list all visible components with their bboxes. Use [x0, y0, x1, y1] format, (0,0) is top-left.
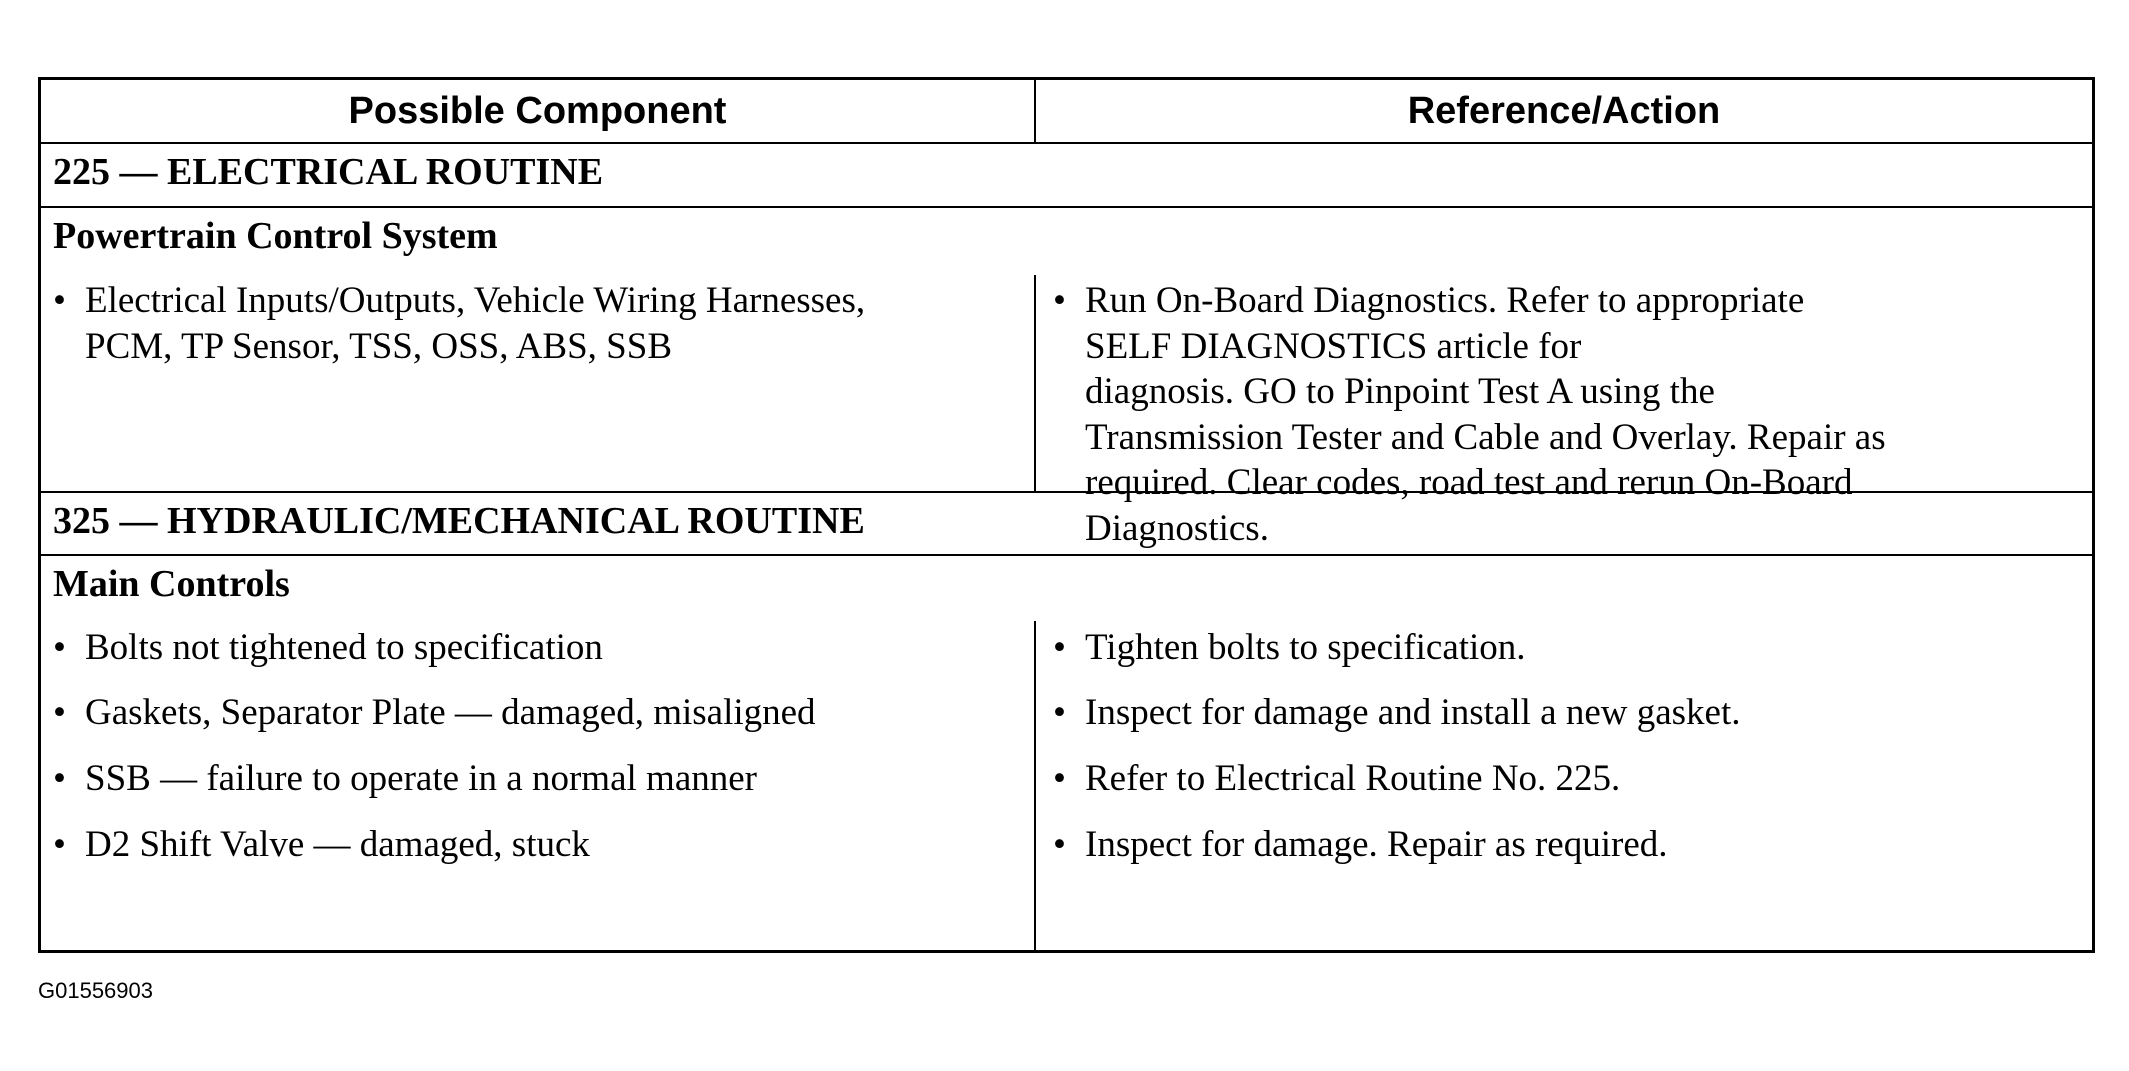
action-text: Refer to Electrical Routine No. 225.	[1085, 758, 1621, 799]
bullet-icon: •	[53, 627, 66, 668]
bullet-icon: •	[53, 280, 66, 321]
list-item	[1053, 625, 2083, 671]
action-line: SELF DIAGNOSTICS article for	[1085, 325, 1582, 367]
action-text: Tighten bolts to specification.	[1085, 627, 1526, 668]
list-item	[1053, 690, 2083, 736]
section-divider	[41, 206, 2092, 208]
action-cell	[1053, 756, 2083, 802]
component-cell	[53, 278, 1023, 369]
action-line: required. Clear codes, road test and rerun On-Board	[1085, 462, 1853, 503]
action-cell	[1053, 690, 2083, 736]
component-text: Bolts not tightened to specification	[85, 627, 603, 668]
group-title-powertrain: Powertrain Control System	[53, 215, 498, 257]
diagnosis-table	[38, 77, 2095, 953]
section-title-hydraulic: 325 — HYDRAULIC/MECHANICAL ROUTINE	[53, 500, 865, 542]
list-item	[1053, 278, 2083, 551]
bullet-icon: •	[53, 824, 66, 865]
column-header-component: Possible Component	[348, 89, 727, 132]
component-text: Gaskets, Separator Plate — damaged, misaligned	[85, 692, 816, 733]
bullet-icon: •	[1053, 692, 1066, 733]
action-line: Run On-Board Diagnostics. Refer to appropriate	[1085, 280, 1805, 321]
column-divider	[1034, 621, 1036, 953]
list-item	[1053, 822, 2083, 868]
list-item	[53, 278, 1023, 369]
action-cell	[1053, 278, 2083, 551]
component-text: D2 Shift Valve — damaged, stuck	[85, 824, 590, 865]
header-column-divider	[1034, 80, 1036, 142]
action-text: Inspect for damage and install a new gasket.	[1085, 692, 1741, 733]
action-line: Diagnostics.	[1085, 507, 1269, 549]
component-line: PCM, TP Sensor, TSS, OSS, ABS, SSB	[85, 325, 673, 367]
bullet-icon: •	[53, 758, 66, 799]
bullet-icon: •	[1053, 627, 1066, 668]
action-cell	[1053, 625, 2083, 671]
action-line: diagnosis. GO to Pinpoint Test A using the	[1085, 371, 1715, 412]
component-cell	[53, 625, 1023, 671]
bullet-icon: •	[1053, 824, 1066, 865]
bullet-icon: •	[53, 692, 66, 733]
list-item	[53, 822, 1023, 868]
component-text: SSB — failure to operate in a normal manner	[85, 758, 757, 799]
action-line: Transmission Tester and Cable and Overlay. Repair as	[1085, 416, 1886, 458]
section-divider	[41, 491, 2092, 493]
list-item	[53, 756, 1023, 802]
header-divider	[41, 142, 2092, 144]
list-item	[53, 690, 1023, 736]
bullet-icon: •	[1053, 758, 1066, 799]
column-header-action: Reference/Action	[1407, 89, 1721, 132]
action-cell	[1053, 822, 2083, 868]
action-text: Inspect for damage. Repair as required.	[1085, 824, 1668, 865]
component-line: Electrical Inputs/Outputs, Vehicle Wiring Harnesses,	[85, 280, 866, 321]
section-title-electrical: 225 — ELECTRICAL ROUTINE	[53, 151, 604, 193]
component-cell	[53, 690, 1023, 736]
list-item	[1053, 756, 2083, 802]
column-divider	[1034, 275, 1036, 491]
section-divider	[41, 554, 2092, 556]
group-title-main-controls: Main Controls	[53, 563, 290, 605]
component-cell	[53, 822, 1023, 868]
figure-id: G01556903	[38, 978, 153, 1003]
component-cell	[53, 756, 1023, 802]
bullet-icon: •	[1053, 280, 1066, 321]
list-item	[53, 625, 1023, 671]
